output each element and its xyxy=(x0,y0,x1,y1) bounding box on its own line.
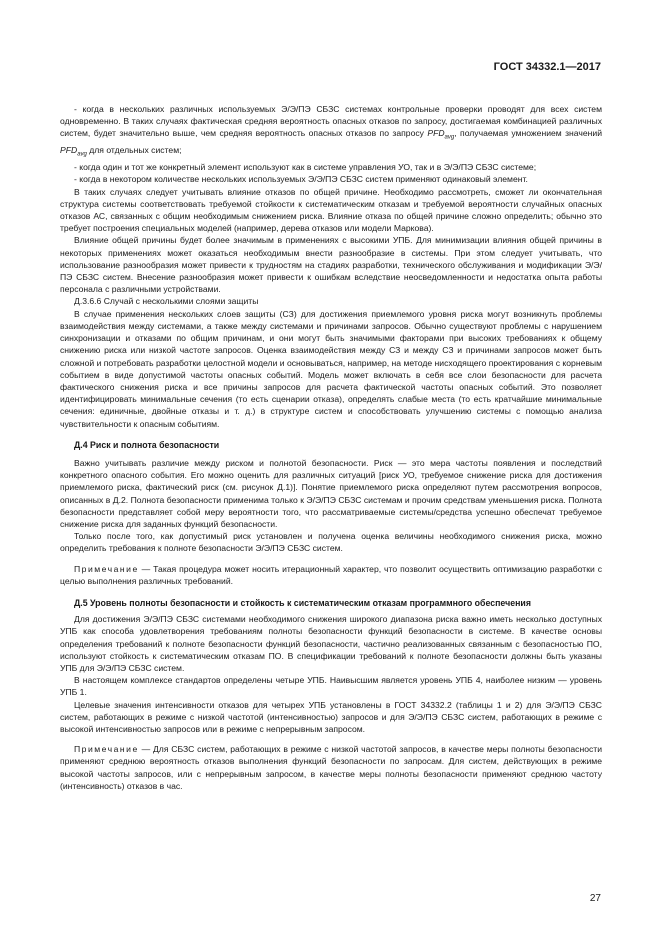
paragraph: Целевые значения интенсивности отказов для четырех УПБ установлены в ГОСТ 34332.2 (таблицы 1 и 2) для Э/Э/ПЭ СБЗС систем, работающих в режиме с низкой частотой (интенсивностью) запросов и для Э/Э/ПЭ СБЗС систем, работающих в режиме с высокой интенсивностью запросов или в режиме с непрерывным запросом. xyxy=(60,699,602,734)
pfd-term: $PFD_{avg}$ xyxy=(60,145,87,159)
section-heading: Д.5 Уровень полноты безопасности и стойкость к систематическим отказам программного обеспечения xyxy=(74,597,531,608)
paragraph: Только после того, как допустимый риск установлен и получена оценка величины необходимого снижения риска, можно определить требования к полноте безопасности Э/Э/ПЭ СБЗС систем. xyxy=(60,531,602,554)
document-header: ГОСТ 34332.1—2017 xyxy=(493,61,601,73)
page-body xyxy=(60,103,602,792)
paragraph: В настоящем комплексе стандартов определены четыре УПБ. Наивысшим является уровень УПБ 4, наиболее низким — уровень УПБ 1. xyxy=(60,675,602,698)
paragraph: Важно учитывать различие между риском и полнотой безопасности. Риск — это мера частоты появления и последствий конкретного опасного события. Его можно оценить для различных ситуаций [риск УО, требуемое снижение риска для достижения приемлемого риска, фактический риск (см. рисунок Д.1)]. Понятие приемлемого риска определяют путем рассмотрения вопросов, описанных в Д.2. Полнота безопасности применима только к Э/Э/ПЭ СБЗС системам и прочим средствам уменьшения риска. Полнота безопасности представляет собой меру вероятности того, что рассматриваемые системы/средства успешно обеспечат требуемое снижение риска для заданных функций безопасности. xyxy=(60,457,602,529)
paragraph: Для достижения Э/Э/ПЭ СБЗС системами необходимого снижения широкого диапазона риска важно иметь несколько доступных УПБ как способа удовлетворения требованиям полноты безопасности функций безопасности в системе. В качестве основы определения требований к полноте безопасности функций безопасности, частично реализованных связанным с безопасностью ПО, используют стойкость к систематическим отказам ПО. В спецификации требований к полноте безопасности должны быть указаны УПБ для Э/Э/ПЭ СБЗС систем. xyxy=(60,614,602,673)
paragraph: В случае применения нескольких слоев защиты (СЗ) для достижения приемлемого уровня риска могут возникнуть проблемы взаимодействия между системами, а также между системами и причинами запросов. Обычно существуют проблемы с нарушением синхронизации и отказами по общим причинам, и они могут быть значимыми факторами при высоких требованиях к общему снижению риска или низкой частоте запросов. Оценка взаимодействия между СЗ и между СЗ и причинами запросов может быть сложной и потребовать разработки целостной модели и основываться, например, на методе нисходящего проектирования с корневым событием в виде допустимой частоты опасных событий. Модель может включать в себя все слои безопасности для расчета фактического снижения риска и все причины запросов для расчета фактической частоты опасных событий. Это позволяет идентифицировать минимальные сечения (то есть сценарии отказа), определять слабые места (то есть кратчайшие минимальные сечения: единичные, двойные отказы и т. д.) в структуре систем и способствовать улучшению системы с помощью анализа чувствительности к опасным событиям. xyxy=(60,308,602,429)
section-heading: Д.4 Риск и полнота безопасности xyxy=(74,439,220,450)
paragraph: - когда в нескольких различных используемых Э/Э/ПЭ СБЗС системах контрольные проверки проводят для всех систем одновременно. В таких случаях фактическая средняя вероятность опасных отказов по запросу, достигаемая комбинацией различных систем, будет значительно выше, чем средняя вероятность опасных отказов по запросу $PFD_{avg}$, получаемая умножением значений $PFD_{avg}$ для отдельных систем; xyxy=(60,104,602,159)
note: Примечание — Такая процедура может носить итерационный характер, что позволит осуществить оптимизацию разработки с целью выполнения различных требований. xyxy=(60,563,602,586)
subsection-title: Д.3.6.6 Случай с несколькими слоями защиты xyxy=(74,296,259,307)
pfd-term: $PFD_{avg}$ xyxy=(427,128,455,142)
paragraph: - когда в некотором количестве нескольких используемых Э/Э/ПЭ СБЗС систем применяют одинаковый элемент. xyxy=(74,174,528,185)
page-number: 27 xyxy=(589,893,601,904)
paragraph: - когда один и тот же конкретный элемент используют как в системе управления УО, так и в Э/Э/ПЭ СБЗС системе; xyxy=(74,162,537,173)
note: Примечание — Для СБЗС систем, работающих в режиме с низкой частотой запросов, в качестве меры полноты безопасности применяют среднюю вероятность отказов выполнения функций безопасности по запросам. Для систем, действующих в режиме высокой частоты запросов, или с непрерывным запросом, в качестве меры полноты безопасности применяют среднюю частоту (интенсивность) отказов в час. xyxy=(60,744,603,791)
paragraph: Влияние общей причины будет более значимым в применениях с высокими УПБ. Для минимизации влияния общей причины в некоторых применениях может оказаться необходимым внести разнообразие в системы. При этом следует учитывать, что использование разнообразия может привести к трудностям на стадиях разработки, технического обслуживания и модификации Э/Э/ПЭ СБЗС систем. Внесение разнообразия может привести к ошибкам вследствие неосведомленности и недостатка опыта работы персонала с различными устройствами. xyxy=(60,235,602,295)
paragraph: В таких случаях следует учитывать влияние отказов по общей причине. Необходимо рассмотреть, сможет ли окончательная структура системы соответствовать требуемой стойкости к систематическим отказам и требуемой вероятности случайных опасных отказов АС, связанных с общим необходимым снижением риска. Влияние отказа по общей причине сложно определить; обычно это требует построения специальных моделей (например, дерева отказов или модели Маркова). xyxy=(60,186,602,234)
